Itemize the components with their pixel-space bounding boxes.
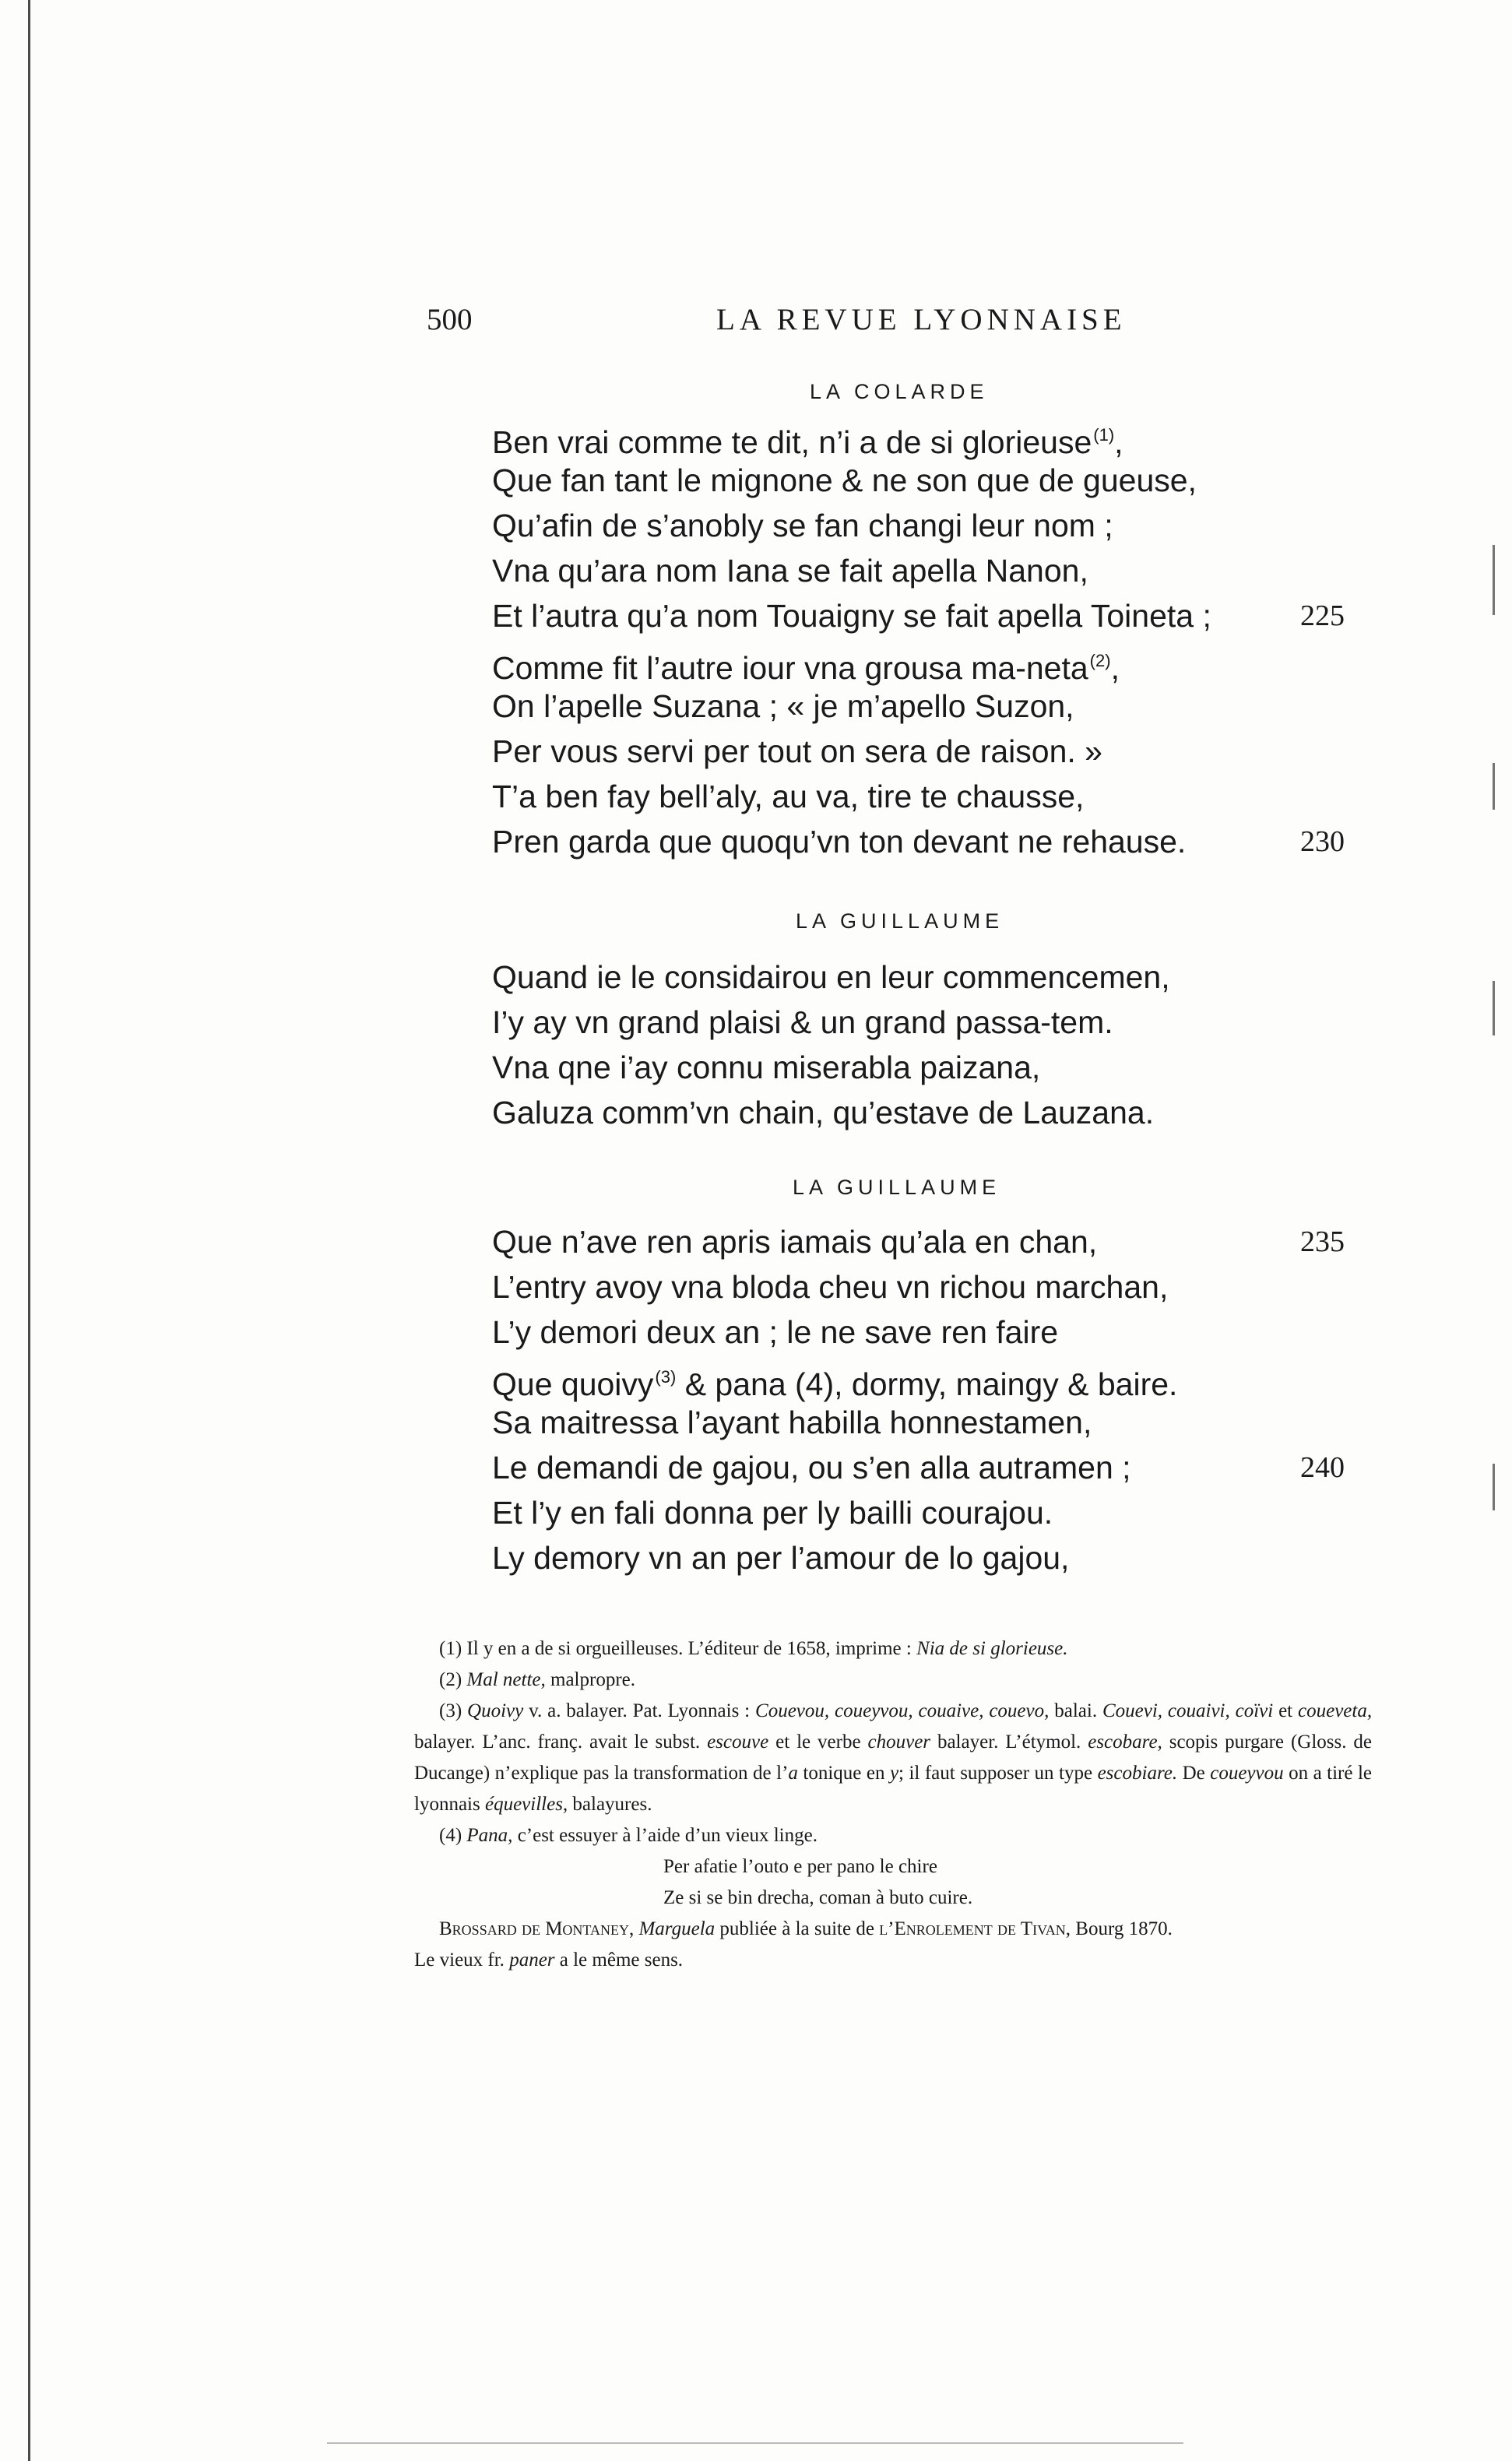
footnote-ref[interactable]: (2) — [1089, 651, 1111, 670]
speaker-heading: LA GUILLAUME — [796, 909, 1004, 933]
verse-line: Et l’autra qu’a nom Touaigny se fait apella Toineta ; 225 — [492, 593, 1348, 638]
scan-edge-left — [28, 0, 30, 2461]
verse-line: T’a ben fay bell’aly, au va, tire te chausse, — [492, 779, 1085, 814]
verse-line: Vna qu’ara nom Iana se fait apella Nanon, — [492, 553, 1088, 589]
scan-mark-right — [1493, 763, 1495, 810]
line-number: 235 — [1300, 1225, 1345, 1258]
verse-line: L’entry avoy vna bloda cheu vn richou marchan, — [492, 1269, 1169, 1305]
verse-line: I’y ay vn grand plaisi & un grand passa-tem. — [492, 1004, 1113, 1040]
verse-line: Que n’ave ren apris iamais qu’ala en chan, 235 — [492, 1219, 1348, 1264]
verse-line: Que fan tant le mignone & ne son que de gueuse, — [492, 462, 1197, 498]
line-number: 230 — [1300, 825, 1345, 858]
footnote-source: Brossard de Montaney, Marguela publiée à la suite de l’Enrolement de Tivan, Bourg 1870. — [439, 1918, 1173, 1939]
footnote-2: (2) Mal nette, malpropre. — [439, 1669, 635, 1690]
verse-line: Qu’afin de s’anobly se fan changi leur nom ; — [492, 508, 1113, 543]
verse-line: On l’apelle Suzana ; « je m’apello Suzon, — [492, 688, 1074, 724]
speaker-heading: LA GUILLAUME — [793, 1176, 1001, 1199]
verse-line: Per vous servi per tout on sera de raison. » — [492, 733, 1102, 769]
footnote-ref[interactable]: (3) — [655, 1367, 677, 1387]
scan-mark-right — [1493, 1464, 1495, 1510]
verse-line: Le demandi de gajou, ou s’en alla autramen ; 240 — [492, 1445, 1348, 1490]
quoted-verse: Ze si se bin drecha, coman à buto cuire. — [663, 1887, 973, 1908]
quoted-verse: Per afatie l’outo e per pano le chire — [663, 1856, 937, 1877]
footnote-4: (4) Pana, c’est essuyer à l’aide d’un vieux linge. — [439, 1825, 818, 1846]
speaker-heading: LA COLARDE — [810, 380, 989, 403]
footnote-1: (1) Il y en a de si orgueilleuses. L’éditeur de 1658, imprime : Nia de si glorieuse. — [439, 1638, 1068, 1659]
verse-line: Ben vrai comme te dit, n’i a de si glorieuse$^{(1)}$, — [492, 424, 1123, 460]
verse-block — [492, 1219, 1348, 1580]
verse-line: Que quoivy$^{(3)}$ & pana (4), dormy, maingy & baire. — [492, 1366, 1178, 1402]
scan-mark-right — [1493, 545, 1495, 615]
verse-line: L’y demori deux an ; le ne save ren faire — [492, 1314, 1059, 1350]
verse-line: Pren garda que quoqu’vn ton devant ne rehause. 230 — [492, 819, 1348, 864]
verse-line: Sa maitressa l’ayant habilla honnestamen, — [492, 1405, 1092, 1440]
verse-line: Galuza comm’vn chain, qu’estave de Lauzana. — [492, 1095, 1155, 1130]
verse-line: Comme fit l’autre iour vna grousa ma-neta$^{(2)}$, — [492, 650, 1120, 686]
running-title: LA REVUE LYONNAISE — [716, 303, 1127, 336]
footnotes — [414, 1633, 1372, 1976]
verse-line: Quand ie le considairou en leur commencemen, — [492, 959, 1170, 995]
verse-line: Ly demory vn an per l’amour de lo gajou, — [492, 1540, 1070, 1576]
verse-line: Et l’y en fali donna per ly bailli courajou. — [492, 1495, 1053, 1531]
verse-block — [492, 413, 1348, 864]
scan-bottom-edge — [327, 2442, 1183, 2444]
footnote-ref[interactable]: (1) — [1093, 425, 1115, 445]
page-number: 500 — [427, 303, 473, 336]
footnote-3: (3) Quoivy v. a. balayer. Pat. Lyonnais : Couevou, coueyvou, couaive, couevo, balai. Couevi, couaivi, coïvi et coueveta, balayer. L’anc. franç. avait le subst. escouve et le verbe chouver balayer. L’étymol. escobare, scopis purgare (Gloss. de Ducange) n’explique pas la transformation de l’a tonique en y; il faut supposer un type escobiare. De coueyvou on a tiré le lyonnais équevilles, balayures. — [414, 1700, 1373, 1815]
line-number: 240 — [1300, 1451, 1345, 1484]
scan-mark-right — [1493, 981, 1495, 1035]
footnote-tail: Le vieux fr. paner a le même sens. — [414, 1949, 684, 1971]
line-number: 225 — [1300, 599, 1345, 632]
verse-line: Vna qne i’ay connu miserabla paizana, — [492, 1049, 1041, 1085]
verse-block — [492, 955, 1348, 1135]
